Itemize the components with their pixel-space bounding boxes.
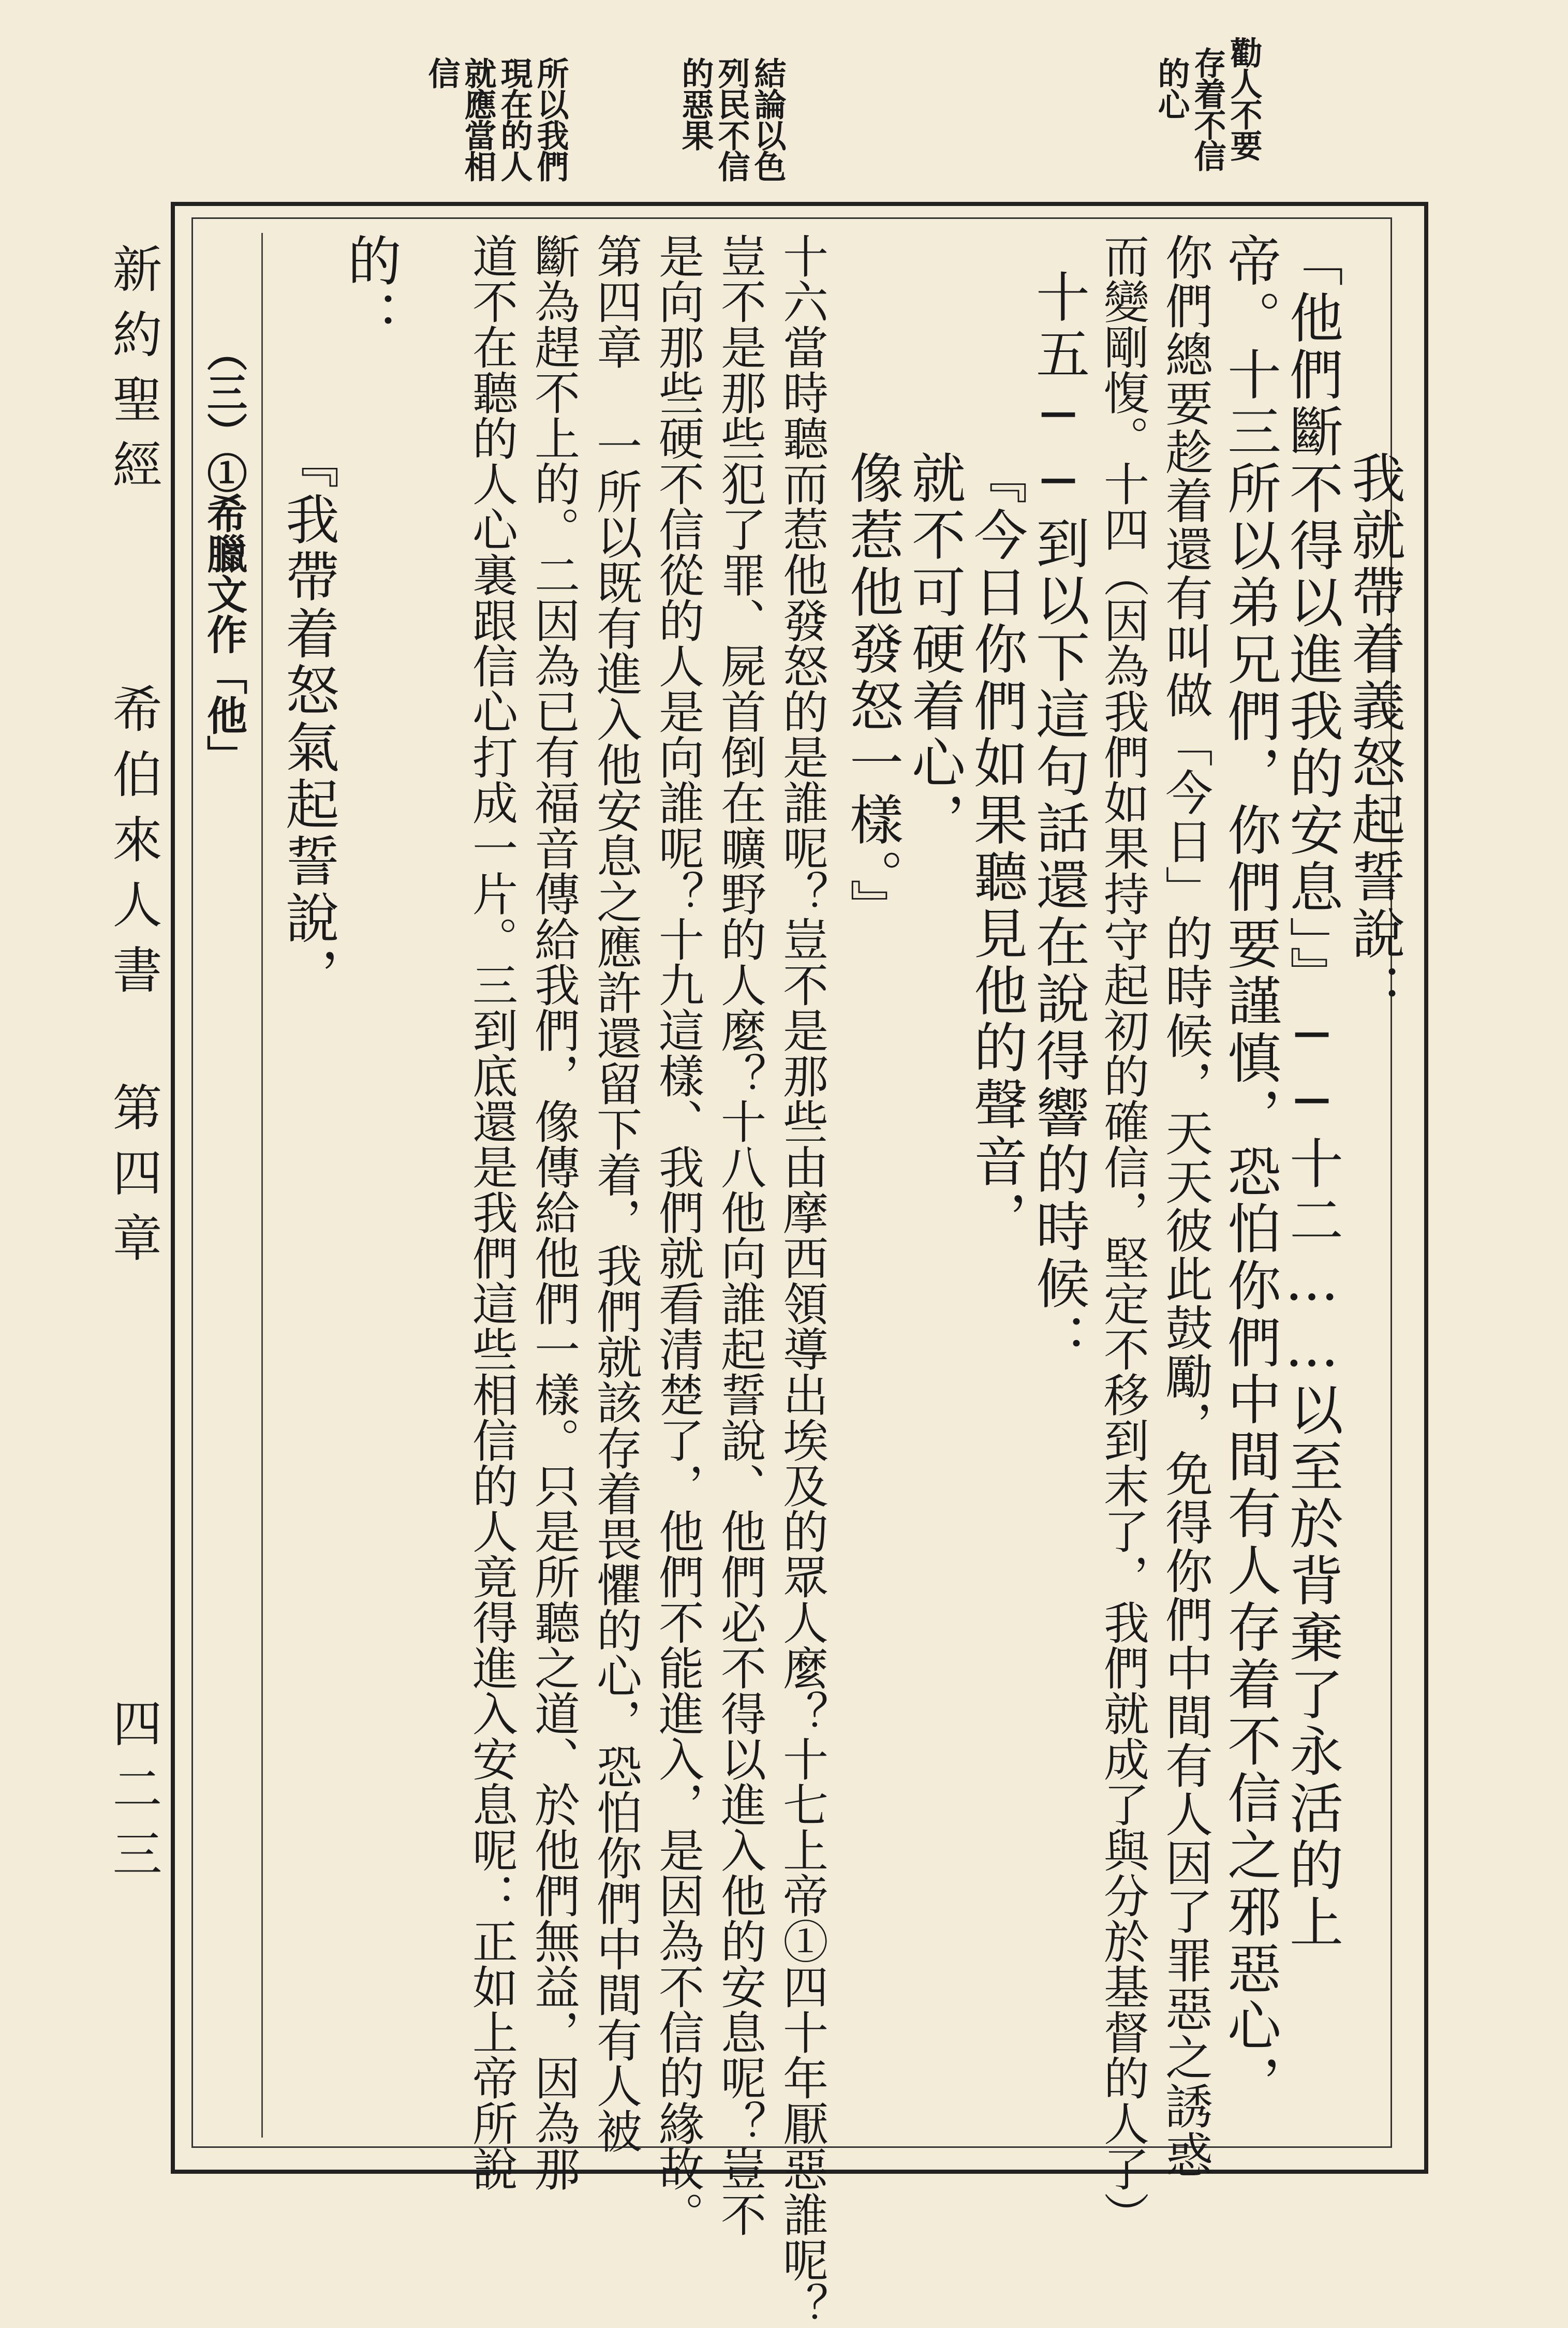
- top-note-line: 勸人不要: [1225, 36, 1263, 160]
- running-chapter: 第四章: [105, 1082, 162, 1277]
- running-book-title: 新約聖經: [105, 243, 162, 504]
- body-line: 斷為趕不上的。二因為已有福音傳給我們，像傳給他們一樣。只是所聽之道、於他們無益，因為那: [527, 233, 581, 2191]
- top-note-line: 列民不信: [713, 57, 750, 181]
- body-line: 而變剛愎。十四（因為我們如果持守起初的確信，堅定不移到末了，我們就成了與分於基督的人了）: [1097, 233, 1150, 2237]
- top-note-line: 所以我們: [531, 57, 569, 181]
- body-line: 像惹他發怒一樣。』: [840, 450, 904, 936]
- top-note-line: 結論以色: [749, 57, 787, 181]
- top-note-line: 信: [423, 57, 461, 88]
- top-note-line: 就應當相: [459, 57, 497, 181]
- body-line: 是向那些硬不信從的人是向誰呢？十九這樣、我們就看清楚了，他們不能進入，是因為不信的緣故。: [652, 233, 705, 2237]
- top-note-line: 的惡果: [676, 57, 714, 150]
- body-line: 『今日你們如果聽見他的聲音，: [965, 450, 1028, 1247]
- body-line: 『我帶着怒氣起誓說，: [276, 435, 339, 1004]
- body-line: 道不在聽的人心裏跟信心打成一片。三到底還是我們這些相信的人竟得進入安息呢：正如上帝所說: [465, 233, 519, 2191]
- body-line: 你們總要趁着還有叫做「今日」的時候，天天彼此鼓勵，免得你們中間有人因了罪惡之誘惑: [1158, 233, 1213, 2179]
- body-line: 十五──到以下這句話還在說得響的時候：: [1027, 269, 1090, 1369]
- body-line: 「他們斷不得以進我的安息」』──十二……以至於背棄了永活的上: [1280, 233, 1343, 1951]
- chapter-heading-line: 第四章 一所以既有進入他安息之應許還留下着，我們就該存着畏懼的心，恐怕你們中間有人被: [589, 233, 643, 2154]
- top-note-line: 存着不信: [1189, 47, 1226, 171]
- body-line: 的：: [338, 233, 402, 347]
- top-note-line: 現在的人: [495, 57, 533, 181]
- page-number: 四二三: [105, 1698, 162, 1893]
- body-line: 我就帶着義怒起誓說：: [1342, 450, 1406, 1020]
- footnote-divider: [261, 233, 263, 2138]
- running-epistle-title: 希伯來人書: [105, 683, 162, 1009]
- top-note-line: 的心: [1152, 57, 1190, 119]
- body-line: 帝。十三所以弟兄們，你們要謹慎，恐怕你們中間有人存着不信之邪惡心，: [1218, 233, 1281, 2112]
- body-line: 就不可硬着心，: [903, 450, 966, 849]
- body-line: 豈不是那些犯了罪、屍首倒在曠野的人麼？十八他向誰起誓說、他們必不得以進入他的安息呢？豈不: [714, 233, 767, 2237]
- body-line: 十六當時聽而惹他發怒的是誰呢？豈不是那些由摩西領導出埃及的眾人麼？十七上帝①四十年厭惡誰呢？: [776, 233, 829, 2328]
- footnote: （三）①希臘文作「他」: [200, 331, 247, 775]
